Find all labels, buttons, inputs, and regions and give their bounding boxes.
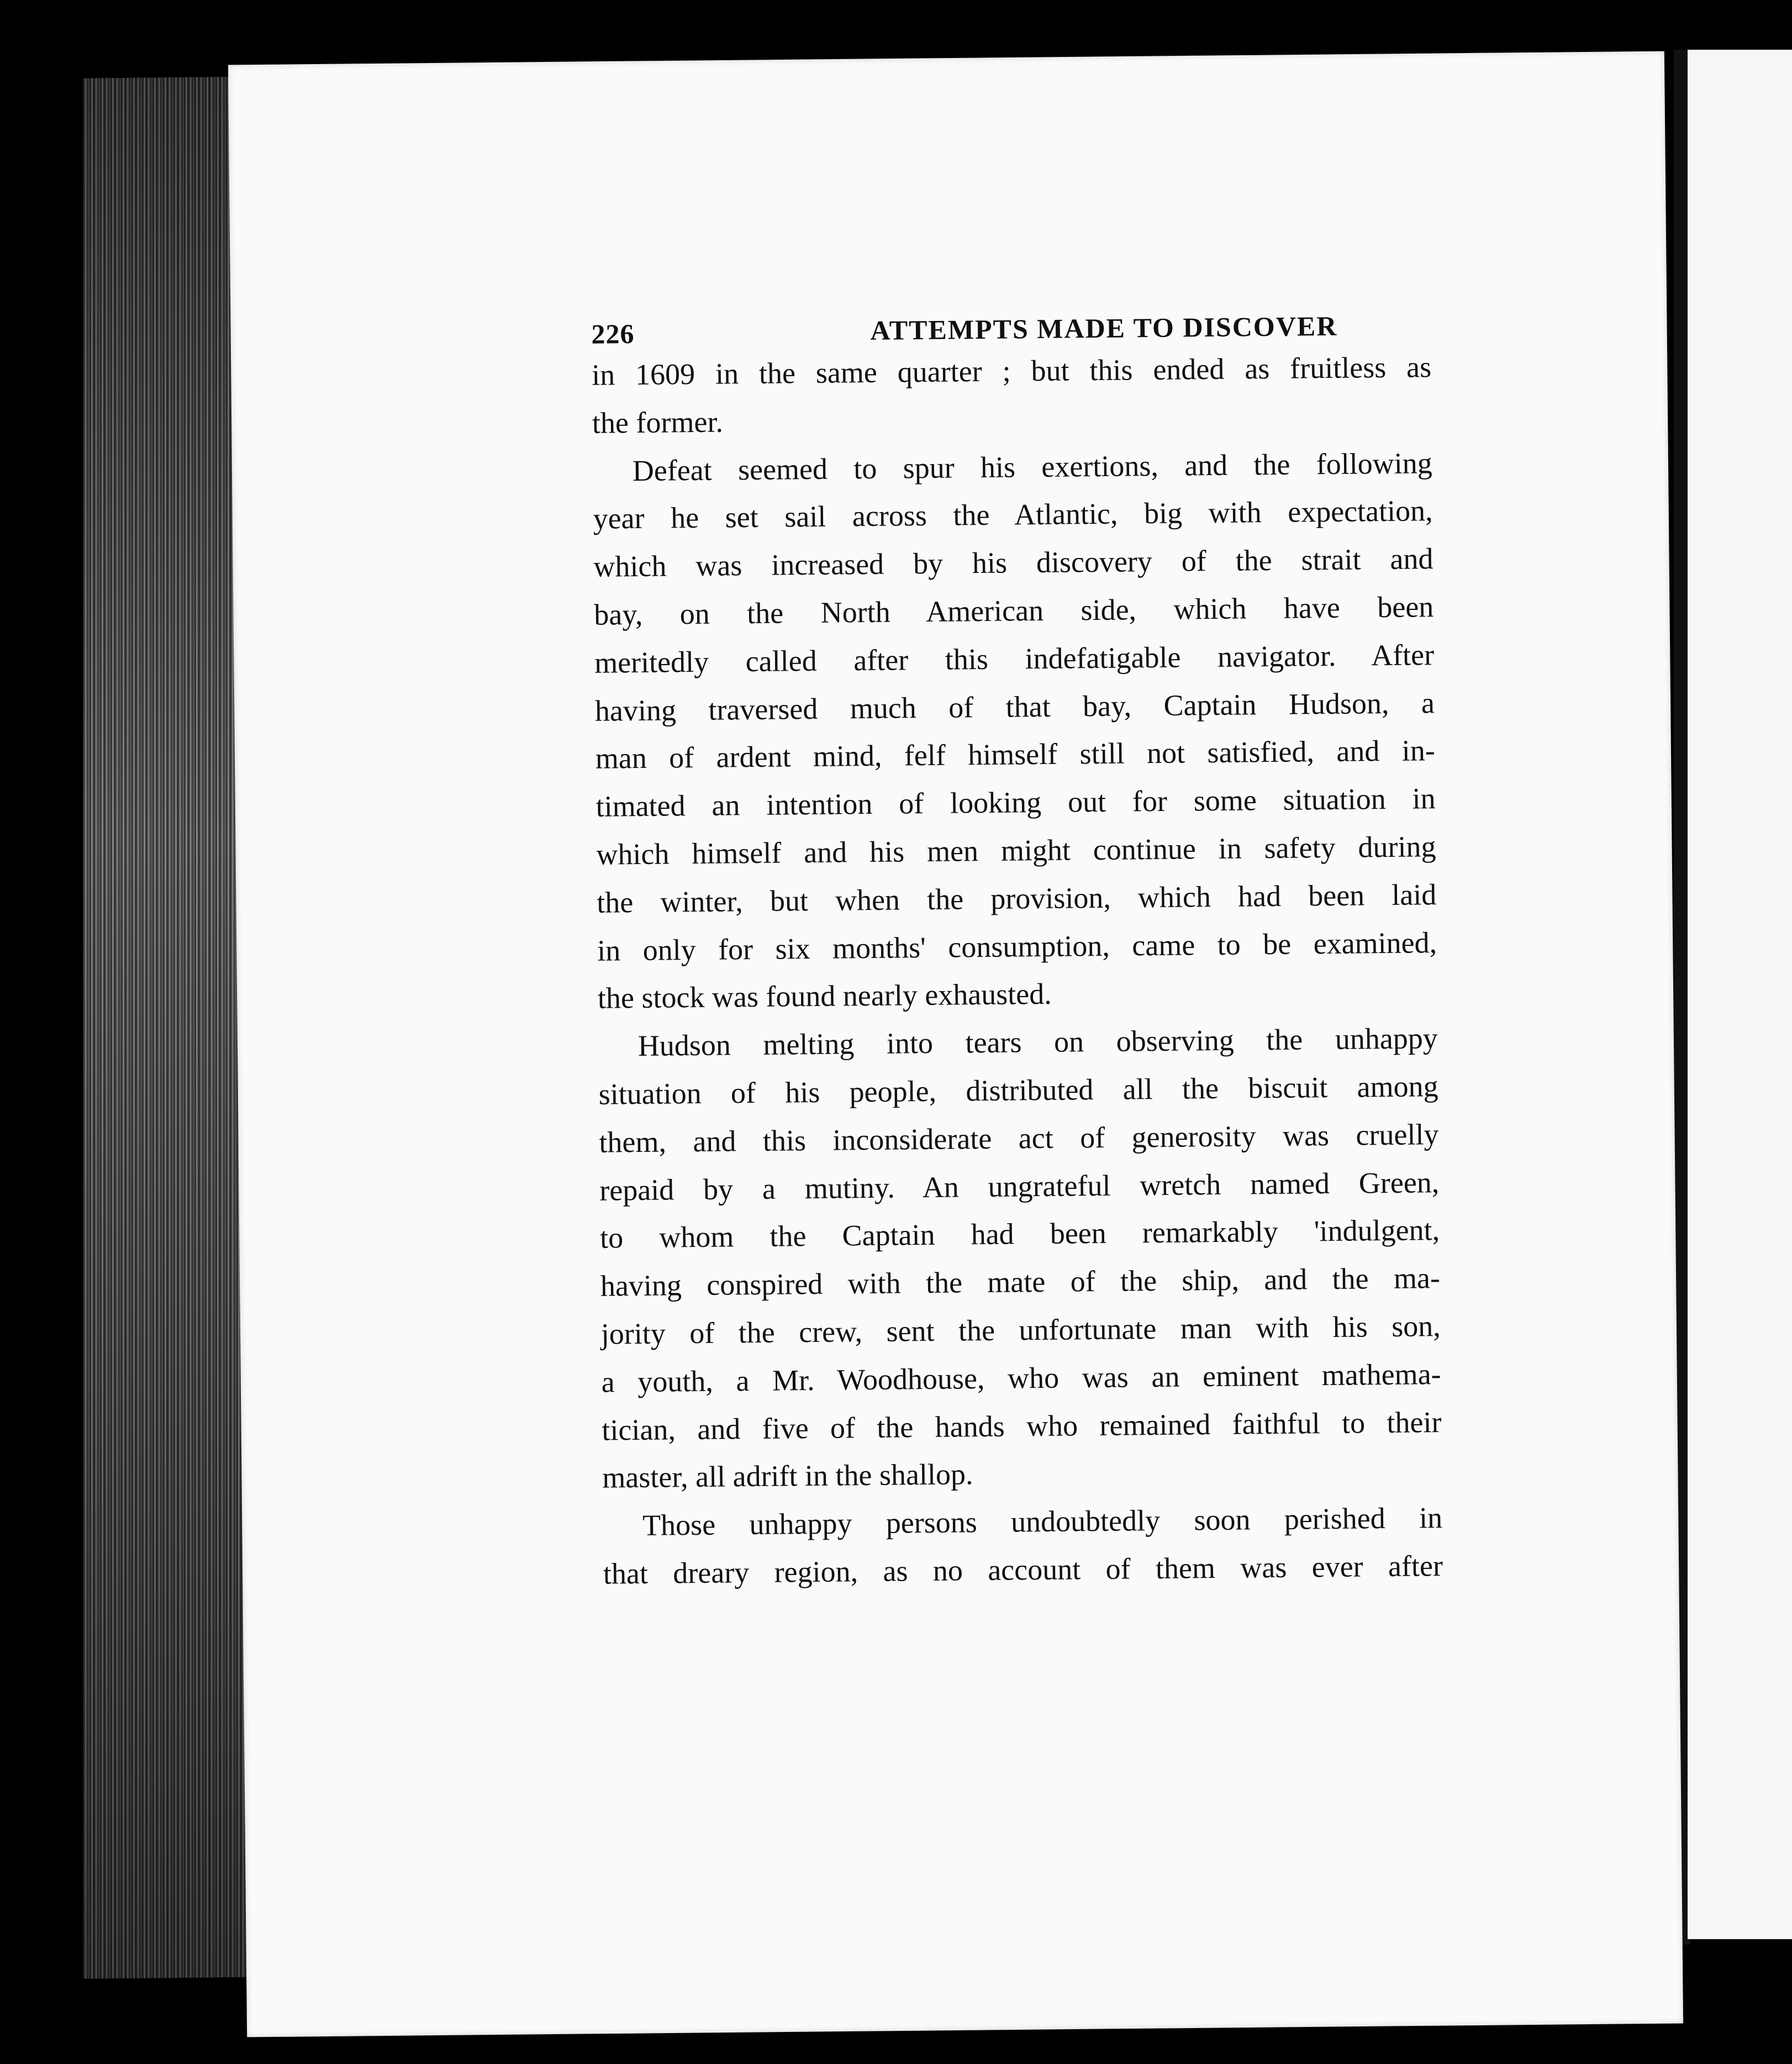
text-line: to whom the Captain had been remarkably 'indulgent, — [599, 1213, 1440, 1255]
text-line: repaid by a mutiny. An ungrateful wretch named Green, — [599, 1165, 1440, 1207]
text-line: Defeat seemed to spur his exertions, and the following — [632, 446, 1433, 487]
text-line: which himself and his men might continue in safety during — [596, 830, 1436, 871]
text-line: Hudson melting into tears on observing the unhappy — [637, 1022, 1438, 1063]
page-number: 226 — [591, 318, 635, 350]
text-line: bay, on the North American side, which have been — [594, 590, 1434, 631]
text-line: a youth, a Mr. Woodhouse, who was an eminent mathema- — [601, 1357, 1441, 1399]
text-line: having conspired with the mate of the ship, and the ma- — [600, 1261, 1441, 1303]
text-line: the former. — [592, 405, 724, 440]
text-line: in only for six months' consumption, came to be examined, — [597, 925, 1437, 967]
text-line: man of ardent mind, felf himself still not satisfied, and in- — [595, 734, 1436, 776]
text-line: year he set sail across the Atlantic, big with expectation, — [593, 494, 1433, 536]
text-line: situation of his people, distributed all the biscuit among — [598, 1070, 1438, 1111]
text-line: the stock was found nearly exhausted. — [597, 977, 1052, 1015]
text-line: which was increased by his discovery of the strait and — [593, 542, 1433, 583]
text-line: in 1609 in the same quarter ; but this ended as fruitless as — [591, 350, 1432, 392]
text-line: tician, and five of the hands who remained faithful to their — [602, 1405, 1442, 1447]
text-line: Those unhappy persons undoubtedly soon perished in — [642, 1501, 1443, 1542]
text-line: jority of the crew, sent the unfortunate man with his son, — [600, 1309, 1441, 1351]
text-line: them, and this inconsiderate act of generosity was cruelly — [599, 1117, 1439, 1159]
text-line: master, all adrift in the shallop. — [602, 1457, 973, 1495]
text-line: having traversed much of that bay, Captain Hudson, a — [594, 686, 1435, 728]
facing-page-edge — [1688, 50, 1792, 1939]
text-line: timated an intention of looking out for some situation in — [595, 782, 1436, 823]
text-line: that dreary region, as no account of them was ever after — [603, 1549, 1443, 1591]
page-text-block — [348, 299, 1459, 1600]
text-line: meritedly called after this indefatigable navigator. After — [594, 638, 1435, 680]
running-head: ATTEMPTS MADE TO DISCOVER — [870, 310, 1338, 346]
text-line: the winter, but when the provision, which had been laid — [597, 877, 1437, 919]
